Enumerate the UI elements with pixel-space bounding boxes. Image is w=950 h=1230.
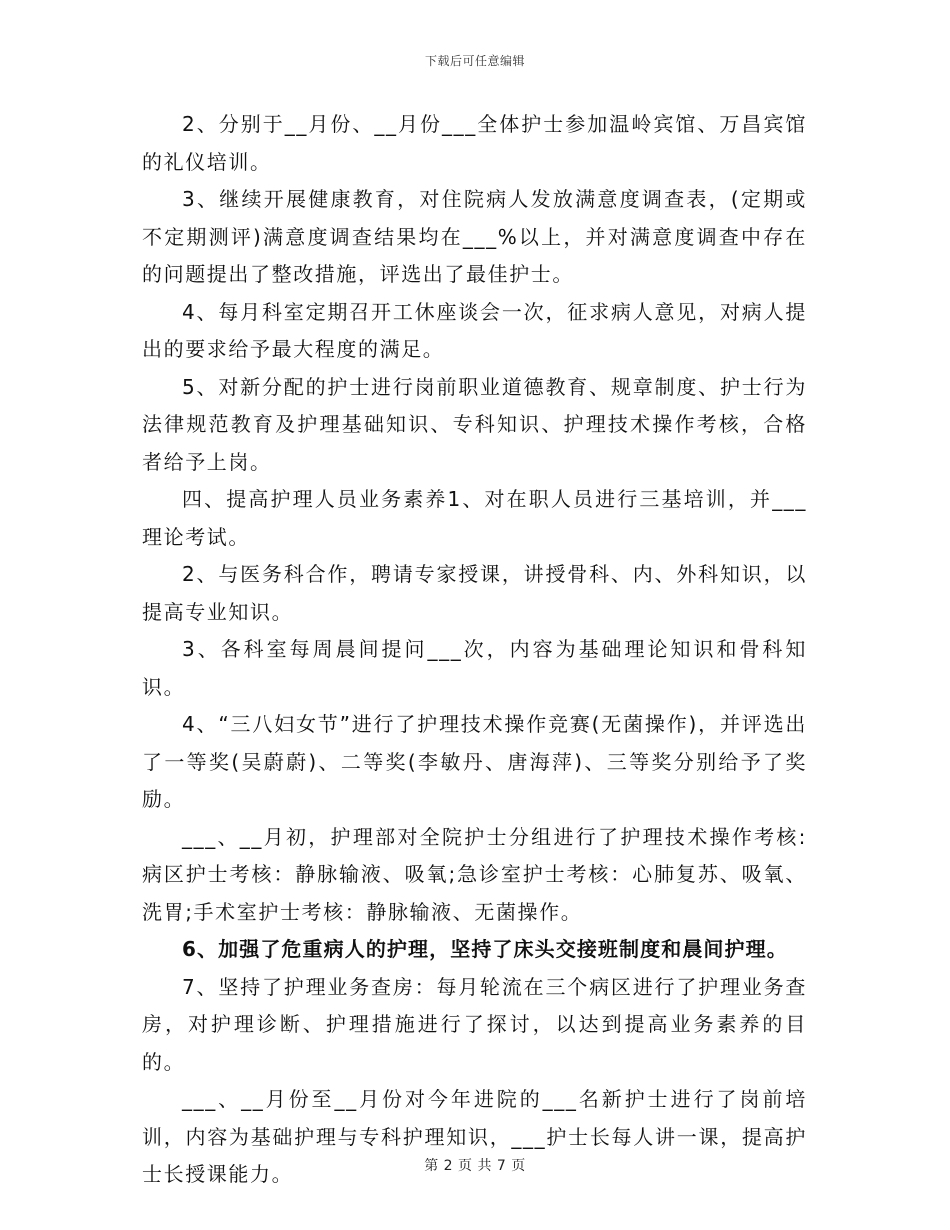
paragraph-9: ___、__月初，护理部对全院护士分组进行了护理技术操作考核:病区护士考核：静脉输液、吸氧;急诊室护士考核：心肺复苏、吸氧、洗胃;手术室护士考核：静脉输液、无菌操作。 — [142, 824, 807, 924]
paragraph-2: 3、继续开展健康教育，对住院病人发放满意度调查表，(定期或不定期测评)满意度调查结果均在___%以上，并对满意度调查中存在的问题提出了整改措施，评选出了最佳护士。 — [142, 187, 807, 286]
paragraph-1: 2、分别于__月份、__月份___全体护士参加温岭宾馆、万昌宾馆的礼仪培训。 — [142, 112, 807, 174]
paragraph-6: 2、与医务科合作，聘请专家授课，讲授骨科、内、外科知识，以提高专业知识。 — [142, 562, 807, 624]
document-body — [142, 106, 807, 1194]
paragraph-3: 4、每月科室定期召开工休座谈会一次，征求病人意见，对病人提出的要求给予最大程度的满足。 — [142, 299, 807, 361]
paragraph-11: 7、坚持了护理业务查房：每月轮流在三个病区进行了护理业务查房，对护理诊断、护理措施进行了探讨，以达到提高业务素养的目的。 — [142, 974, 807, 1074]
paragraph-7: 3、各科室每周晨间提问___次，内容为基础理论知识和骨科知识。 — [142, 637, 807, 699]
paragraph-4: 5、对新分配的护士进行岗前职业道德教育、规章制度、护士行为法律规范教育及护理基础知识、专科知识、护理技术操作考核，合格者给予上岗。 — [142, 374, 807, 474]
page-footer: 第 2 页 共 7 页 — [424, 1158, 526, 1174]
page-header: 下载后可任意编辑 — [424, 54, 525, 68]
paragraph-12: ___、__月份至__月份对今年进院的___名新护士进行了岗前培训，内容为基础护理与专科护理知识，___护士长每人讲一课，提高护士长授课能力。 — [142, 1087, 807, 1186]
paragraph-10-bold: 6、加强了危重病人的护理，坚持了床头交接班制度和晨间护理。 — [182, 937, 788, 961]
paragraph-5: 四、提高护理人员业务素养1、对在职人员进行三基培训，并___理论考试。 — [142, 487, 807, 549]
paragraph-8: 4、“三八妇女节”进行了护理技术操作竞赛(无菌操作)，并评选出了一等奖(吴蔚蔚)、二等奖(李敏丹、唐海萍)、三等奖分别给予了奖励。 — [142, 712, 807, 811]
